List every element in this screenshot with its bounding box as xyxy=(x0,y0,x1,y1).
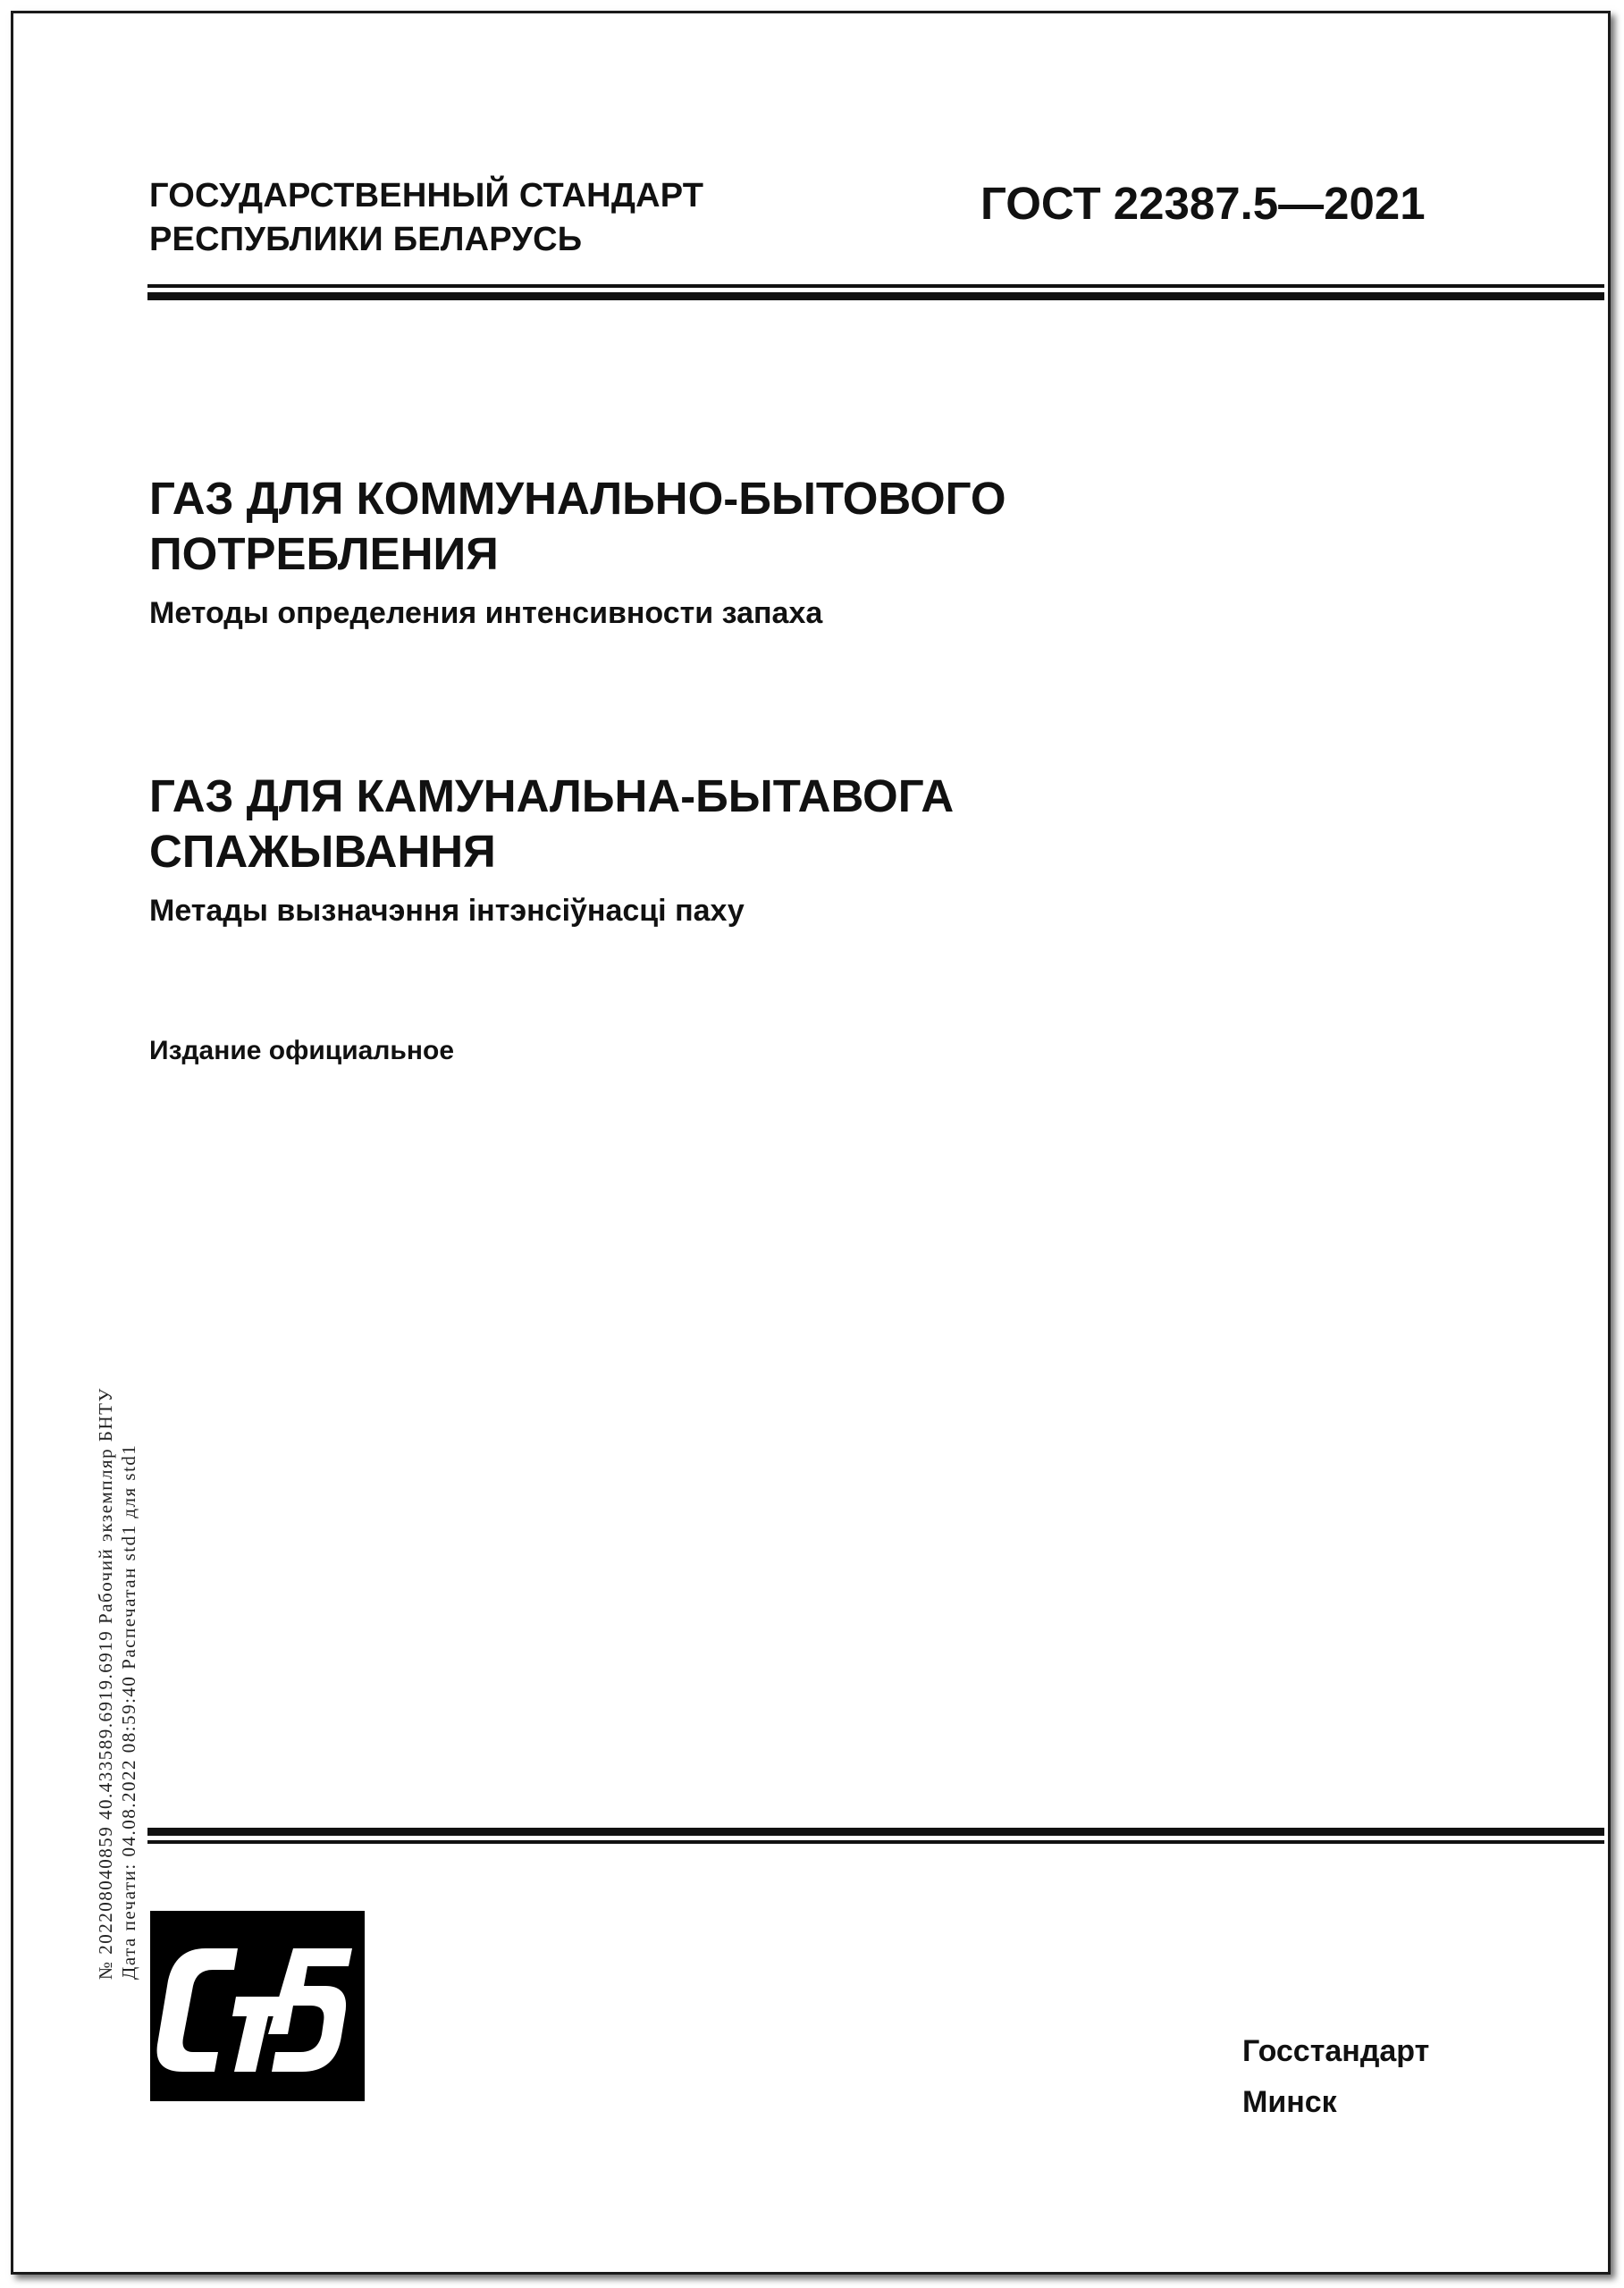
rule-thin xyxy=(147,1840,1604,1844)
standard-logo xyxy=(150,1911,365,2101)
publisher-name: Госстандарт xyxy=(1242,2034,1430,2068)
title-ru-line-1: ГАЗ ДЛЯ КОММУНАЛЬНО-БЫТОВОГО xyxy=(149,473,1006,524)
standard-code: ГОСТ 22387.5—2021 xyxy=(980,178,1426,229)
edition-label: Издание официальное xyxy=(149,1036,455,1065)
title-by-line-2: СПАЖЫВАННЯ xyxy=(149,826,496,877)
standard-logo-mark xyxy=(150,1911,365,2101)
org-line-2: РЕСПУБЛИКИ БЕЛАРУСЬ xyxy=(149,221,583,258)
subtitle-belarusian: Метады вызначэння інтэнсіўнасці паху xyxy=(149,894,745,928)
footer-double-rule xyxy=(147,1828,1604,1844)
publisher-city: Минск xyxy=(1242,2085,1337,2119)
document-page xyxy=(11,11,1611,2275)
print-stamp-line-2: Дата печати: 04.08.2022 08:59:40 Распечатан std1 для std1 xyxy=(118,1443,139,1980)
title-ru-line-2: ПОТРЕБЛЕНИЯ xyxy=(149,528,499,579)
title-by-line-1: ГАЗ ДЛЯ КАМУНАЛЬНА-БЫТАВОГА xyxy=(149,770,955,821)
title-russian xyxy=(149,471,1006,582)
org-line-1: ГОСУДАРСТВЕННЫЙ СТАНДАРТ xyxy=(149,177,704,214)
publisher-block xyxy=(1242,2026,1429,2128)
subtitle-russian: Методы определения интенсивности запаха xyxy=(149,596,823,630)
print-stamp-vertical xyxy=(94,1387,140,1980)
issuing-organization xyxy=(149,174,703,262)
title-belarusian xyxy=(149,769,954,879)
rule-thick xyxy=(147,292,1604,300)
header-double-rule xyxy=(147,284,1604,300)
rule-thick xyxy=(147,1828,1604,1836)
print-stamp-line-1: № 202208040859 40.433589.6919.6919 Рабочий экземпляр БНТУ xyxy=(95,1387,116,1980)
